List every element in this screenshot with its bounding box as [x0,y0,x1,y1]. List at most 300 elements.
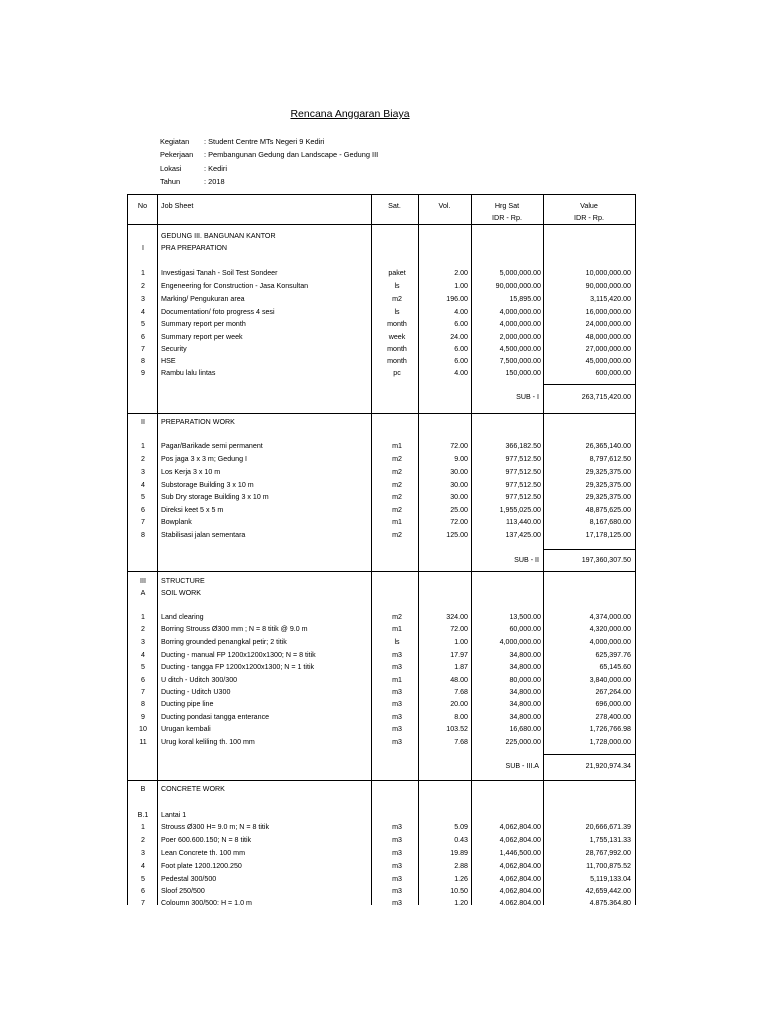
volume-cell: 7.68 [454,738,468,746]
unit-cell: m1 [392,625,402,633]
row-number: 7 [141,688,145,696]
job-description: Foot plate 1200.1200.250 [161,862,242,870]
table-row [128,847,635,859]
volume-cell: 1.00 [454,638,468,646]
unit-price-cell: 1,446,500.00 [499,849,541,857]
unit-price-cell: 90,000,000.00 [495,282,541,290]
unit-cell: paket [388,269,406,277]
table-row [128,649,635,661]
row-number: A [140,589,146,597]
row-number: 8 [141,357,145,365]
job-description: Summary report per month [161,320,246,328]
table-row [128,491,635,503]
unit-price-cell: 977,512.50 [505,493,541,501]
table-row [128,809,635,821]
job-description: Los Kerja 3 x 10 m [161,468,221,476]
row-number: 3 [141,468,145,476]
unit-cell: month [387,345,407,353]
unit-cell: m1 [392,676,402,684]
value-cell: 48,000,000.00 [585,333,631,341]
section-heading: STRUCTURE [161,577,205,585]
volume-cell: 2.88 [454,862,468,870]
table-row [128,711,635,723]
unit-cell: m1 [392,442,402,450]
header-job-sheet: Job Sheet [161,201,194,210]
row-number: 2 [141,282,145,290]
section-heading: CONCRETE WORK [161,785,225,793]
header-sat: Sat. [388,201,401,210]
value-cell: 4,875,364.80 [589,899,631,905]
meta-key: Pekerjaan [160,150,194,160]
row-number: 7 [141,518,145,526]
value-cell: 11,700,875.52 [586,862,631,870]
table-row [128,575,635,587]
unit-cell: pc [393,369,401,377]
table-row [128,355,635,367]
unit-price-cell: 34,800.00 [509,713,541,721]
row-number: B.1 [137,811,149,819]
section-heading: GEDUNG III. BANGUNAN KANTOR [161,232,276,240]
job-description: Ducting pipe line [161,700,214,708]
volume-cell: 324.00 [446,613,468,621]
value-cell: 4,000,000.00 [589,638,631,646]
row-number: 2 [141,625,145,633]
volume-cell: 125.00 [446,531,468,539]
value-cell: 42,659,442.00 [585,887,631,895]
volume-cell: 6.00 [454,357,468,365]
unit-price-cell: 4,062,804.00 [499,836,541,844]
job-description: Bowplank [161,518,192,526]
volume-cell: 6.00 [454,320,468,328]
row-number: 7 [141,345,145,353]
table-row [128,860,635,872]
value-cell: 29,325,375.00 [585,481,631,489]
unit-cell: week [388,333,406,341]
meta-row-kegiatan [160,135,378,148]
value-cell: 28,767,992.00 [585,849,631,857]
subtotal-value: 197,360,307.50 [581,556,631,564]
value-cell: 48,875,625.00 [585,506,631,514]
volume-cell: 48.00 [450,676,468,684]
volume-cell: 4.00 [454,369,468,377]
unit-price-cell: 4,062,804.00 [499,875,541,883]
unit-price-cell: 15,895.00 [509,295,541,303]
row-number: 10 [139,725,147,733]
job-description: Substorage Building 3 x 10 m [161,481,254,489]
unit-cell: ls [394,638,400,646]
header-hrg-sat-unit: IDR - Rp. [492,213,522,222]
row-number: 4 [141,308,145,316]
unit-cell: m3 [392,713,402,721]
volume-cell: 10.50 [450,887,468,895]
table-row [128,466,635,478]
table-row [128,453,635,465]
volume-cell: 25.00 [450,506,468,514]
volume-cell: 1.26 [454,875,468,883]
volume-cell: 30.00 [450,493,468,501]
table-row [128,440,635,452]
table-row [128,873,635,885]
row-number: II [141,418,145,426]
job-description: Ducting - Uditch U300 [161,688,231,696]
table-row [128,230,635,242]
row-number: 1 [141,442,145,450]
volume-cell: 7.68 [454,688,468,696]
table-row [128,416,635,428]
value-cell: 4,320,000.00 [589,625,631,633]
row-number: 1 [141,269,145,277]
value-cell: 29,325,375.00 [585,468,631,476]
unit-price-cell: 225,000.00 [505,738,541,746]
unit-cell: m3 [392,651,402,659]
table-row [128,783,635,795]
job-description: Strouss Ø300 H= 9.0 m; N = 8 titik [161,823,270,831]
table-row [128,611,635,623]
unit-price-cell: 34,800.00 [509,688,541,696]
value-cell: 3,115,420.00 [590,295,631,303]
unit-cell: month [387,320,407,328]
row-number: I [142,244,144,252]
value-cell: 24,000,000.00 [585,320,631,328]
unit-price-cell: 7,500,000.00 [499,357,541,365]
job-description: Ducting pondasi tangga enterance [161,713,270,721]
meta-key: Tahun [160,176,181,186]
row-number: 8 [141,700,145,708]
table-row [128,885,635,897]
section-divider [128,413,635,414]
subtotal-divider [543,384,635,385]
volume-cell: 0.43 [454,836,468,844]
unit-price-cell: 4,500,000.00 [499,345,541,353]
table-row [128,267,635,279]
unit-price-cell: 60,000.00 [509,625,541,633]
unit-cell: m3 [392,849,402,857]
meta-row-pekerjaan [160,148,378,161]
budget-table [127,194,636,905]
value-cell: 1,755,131.33 [589,836,631,844]
volume-cell: 1.20 [454,899,468,905]
meta-row-lokasi [160,162,378,175]
volume-cell: 20.00 [450,700,468,708]
meta-row-tahun [160,175,378,188]
table-row [128,674,635,686]
volume-cell: 1.00 [454,282,468,290]
value-cell: 5,119,133.04 [590,875,631,883]
job-description: Coloumn 300/500; H = 1.0 m [161,899,252,905]
table-row [128,723,635,735]
table-row [128,661,635,673]
meta-value: : 2018 [204,176,225,186]
job-description: Pedestal 300/500 [161,875,217,883]
header-hrg-sat [471,200,543,224]
unit-price-cell: 4,062,804.00 [499,823,541,831]
unit-cell: month [387,357,407,365]
row-number: 8 [141,531,145,539]
subtotal-row [128,554,635,566]
job-description: Sub Dry storage Building 3 x 10 m [161,493,269,501]
unit-cell: ls [394,282,400,290]
unit-cell: m3 [392,875,402,883]
value-cell: 45,000,000.00 [585,357,631,365]
job-description: Ducting - tangga FP 1200x1200x1300; N = 1 titik [161,663,315,671]
unit-price-cell: 13,500.00 [509,613,541,621]
row-number: 3 [141,638,145,646]
value-cell: 3,840,000.00 [589,676,631,684]
volume-cell: 103.52 [446,725,468,733]
page-title: Rencana Anggaran Biaya [290,108,410,120]
subtotal-label: SUB - III.A [505,762,539,770]
meta-value: : Pembangunan Gedung dan Landscape - Gedung III [204,150,379,160]
volume-cell: 24.00 [450,333,468,341]
unit-cell: m2 [392,455,402,463]
header-no: No [137,201,148,210]
volume-cell: 30.00 [450,481,468,489]
unit-price-cell: 977,512.50 [505,455,541,463]
subtotal-row [128,760,635,772]
job-description: Stabilisasi jalan sementara [161,531,246,539]
job-description: Rambu lalu lintas [161,369,216,377]
job-description: Urugan kembali [161,725,211,733]
job-description: Sloof 250/500 [161,887,205,895]
unit-price-cell: 4,000,000.00 [499,320,541,328]
unit-price-cell: 366,182.50 [505,442,541,450]
job-description: Lean Concrete th. 100 mm [161,849,245,857]
job-description: Direksi keet 5 x 5 m [161,506,224,514]
volume-cell: 196.00 [446,295,468,303]
volume-cell: 8.00 [454,713,468,721]
volume-cell: 17.97 [450,651,468,659]
table-row [128,280,635,292]
row-number: 6 [141,676,145,684]
value-cell: 696,000.00 [595,700,631,708]
header-vol: Vol. [438,201,451,210]
table-row [128,821,635,833]
value-cell: 1,728,000.00 [589,738,631,746]
value-cell: 625,397.76 [595,651,631,659]
unit-cell: m3 [392,738,402,746]
row-number: 5 [141,875,145,883]
section-heading: PREPARATION WORK [161,418,235,426]
job-description: U ditch - Uditch 300/300 [161,676,238,684]
unit-cell: m2 [392,613,402,621]
table-row [128,479,635,491]
unit-cell: ls [394,308,400,316]
row-number: 1 [141,613,145,621]
meta-key: Lokasi [160,163,182,173]
job-description: Land clearing [161,613,204,621]
table-row [128,367,635,379]
unit-price-cell: 2,000,000.00 [499,333,541,341]
row-number: 6 [141,887,145,895]
unit-cell: m2 [392,531,402,539]
table-row [128,587,635,599]
table-row [128,698,635,710]
unit-price-cell: 34,800.00 [509,700,541,708]
volume-cell: 19.89 [450,849,468,857]
table-row [128,504,635,516]
unit-cell: m2 [392,506,402,514]
value-cell: 1,726,766.98 [589,725,631,733]
job-description: Engeneering for Construction - Jasa Konsultan [161,282,309,290]
row-number: 4 [141,481,145,489]
unit-cell: m3 [392,725,402,733]
job-description: Borring Strouss Ø300 mm ; N = 8 titik @ 9.0 m [161,625,308,633]
section-heading: PRA PREPARATION [161,244,227,252]
subtotal-label: SUB - II [514,556,539,564]
job-description: Pagar/Barikade semi permanent [161,442,263,450]
value-cell: 8,167,680.00 [589,518,631,526]
unit-cell: m3 [392,887,402,895]
row-number: III [140,577,146,585]
volume-cell: 72.00 [450,518,468,526]
row-number: 5 [141,663,145,671]
row-number: 9 [141,713,145,721]
row-number: 3 [141,295,145,303]
unit-cell: m2 [392,493,402,501]
job-description: Investigasi Tanah - Soil Test Sondeer [161,269,278,277]
row-number: 11 [139,738,147,746]
unit-price-cell: 113,440.00 [506,518,541,526]
unit-cell: m3 [392,688,402,696]
job-description: Documentation/ foto progress 4 sesi [161,308,275,316]
header-value [543,200,635,224]
volume-cell: 4.00 [454,308,468,316]
table-row [128,636,635,648]
unit-price-cell: 977,512.50 [505,481,541,489]
value-cell: 26,365,140.00 [585,442,631,450]
table-row [128,242,635,254]
unit-cell: m3 [392,836,402,844]
table-row [128,623,635,635]
value-cell: 8,797,612.50 [589,455,631,463]
job-description: Security [161,345,187,353]
section-divider [128,780,635,781]
volume-cell: 6.00 [454,345,468,353]
table-row [128,318,635,330]
subtotal-divider [543,754,635,755]
unit-price-cell: 4,062,804.00 [499,899,541,905]
table-row [128,293,635,305]
section-heading: SOIL WORK [161,589,201,597]
value-cell: 16,000,000.00 [585,308,631,316]
project-info [160,135,378,188]
table-row [128,897,635,905]
row-number: 2 [141,455,145,463]
volume-cell: 1.87 [454,663,468,671]
unit-price-cell: 80,000.00 [509,676,541,684]
job-description: HSE [161,357,176,365]
value-cell: 20,666,671.39 [585,823,631,831]
unit-cell: m3 [392,862,402,870]
job-description: Pos jaga 3 x 3 m; Gedung I [161,455,247,463]
value-cell: 17,178,125.00 [585,531,631,539]
unit-price-cell: 4,062,804.00 [499,887,541,895]
table-row [128,331,635,343]
volume-cell: 2.00 [454,269,468,277]
row-number: 7 [141,899,145,905]
table-row [128,736,635,748]
row-number: 6 [141,506,145,514]
unit-price-cell: 977,512.50 [505,468,541,476]
unit-price-cell: 16,680.00 [509,725,541,733]
subtotal-row [128,391,635,403]
table-row [128,306,635,318]
table-row [128,529,635,541]
volume-cell: 5.09 [454,823,468,831]
row-number: 4 [141,862,145,870]
volume-cell: 30.00 [450,468,468,476]
subtotal-divider [543,549,635,550]
section-heading: Lantai 1 [161,811,187,819]
job-description: Borring grounded penangkal petir; 2 titik [161,638,287,646]
value-cell: 10,000,000.00 [585,269,631,277]
unit-cell: m2 [392,295,402,303]
row-number: 6 [141,333,145,341]
value-cell: 65,145.60 [599,663,631,671]
table-row [128,343,635,355]
subtotal-label: SUB - I [516,393,539,401]
unit-cell: m2 [392,468,402,476]
row-number: B [140,785,146,793]
table-row [128,834,635,846]
unit-price-cell: 4,000,000.00 [499,638,541,646]
unit-cell: m3 [392,700,402,708]
volume-cell: 9.00 [454,455,468,463]
unit-cell: m2 [392,481,402,489]
header-divider [128,224,635,225]
row-number: 9 [141,369,145,377]
job-description: Ducting - manual FP 1200x1200x1300; N = 8 titik [161,651,316,659]
job-description: Marking/ Pengukuran area [161,295,245,303]
volume-cell: 72.00 [450,442,468,450]
section-divider [128,571,635,572]
unit-cell: m1 [392,518,402,526]
value-cell: 27,000,000.00 [585,345,631,353]
unit-cell: m3 [392,823,402,831]
value-cell: 29,325,375.00 [585,493,631,501]
job-description: Summary report per week [161,333,243,341]
unit-cell: m3 [392,663,402,671]
row-number: 5 [141,320,145,328]
unit-price-cell: 4,062,804.00 [499,862,541,870]
row-number: 5 [141,493,145,501]
unit-price-cell: 150,000.00 [505,369,541,377]
header-value-label: Value [580,201,598,210]
unit-cell: m3 [392,899,402,905]
value-cell: 600,000.00 [595,369,631,377]
subtotal-value: 21,920,974.34 [585,762,631,770]
header-hrg-sat-label: Hrg Sat [494,201,520,210]
row-number: 2 [141,836,145,844]
unit-price-cell: 137,425.00 [505,531,541,539]
table-row [128,516,635,528]
job-description: Poer 600.600.150; N = 8 titik [161,836,252,844]
value-cell: 4,374,000.00 [589,613,631,621]
unit-price-cell: 34,800.00 [509,663,541,671]
unit-price-cell: 1,955,025.00 [499,506,541,514]
subtotal-value: 263,715,420.00 [581,393,631,401]
value-cell: 267,264.00 [595,688,631,696]
unit-price-cell: 5,000,000.00 [499,269,541,277]
header-value-unit: IDR - Rp. [574,213,604,222]
meta-value: : Kediri [204,163,228,173]
volume-cell: 72.00 [450,625,468,633]
unit-price-cell: 4,000,000.00 [499,308,541,316]
unit-price-cell: 34,800.00 [509,651,541,659]
meta-key: Kegiatan [160,137,190,146]
row-number: 4 [141,651,145,659]
job-description: Urug koral keliling th. 100 mm [161,738,255,746]
